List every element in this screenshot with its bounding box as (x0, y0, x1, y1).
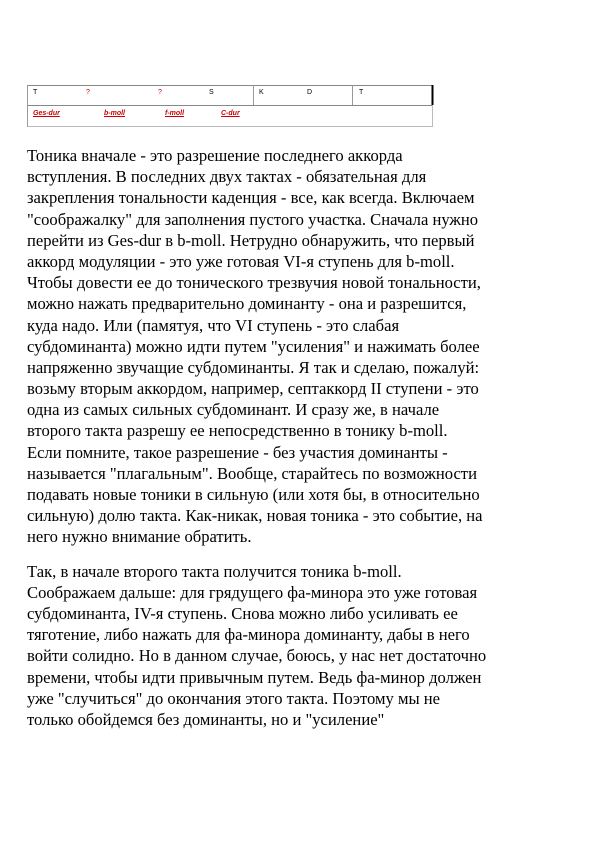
function-cadence: K (259, 89, 264, 96)
key-label: Ges-dur (33, 110, 60, 117)
text-line: можно нажать предварительно доминанту - она и разрешится, (27, 294, 467, 314)
text-line: субдоминанта, IV-я ступень. Снова можно либо усиливать ее (27, 603, 458, 623)
text-line: напряженно звучащие субдоминанты. Я так и сделаю, пожалуй: (27, 357, 480, 377)
text-line: времени, чтобы идти привычным путем. Ведь фа-минор должен (27, 667, 482, 687)
text-line: одна из самых сильных субдоминант. И сразу же, в начале (27, 400, 440, 420)
paragraph (27, 561, 572, 731)
text-line: тяготение, либо нажать для фа-минора доминанту, дабы в него (27, 625, 470, 645)
text-line: только обойдемся без доминанты, но и "усиление" (27, 709, 385, 729)
paragraph-gap (27, 548, 572, 561)
text-line: куда надо. Или (памятуя, что VI ступень - это слабая (27, 315, 400, 335)
text-line: второго такта разрешу ее непосредственно в тонику b-moll. (27, 421, 448, 441)
function-tonic: T (359, 89, 364, 96)
text-line: войти солидно. Но в данном случае, боюсь, у нас нет достаточно (27, 646, 487, 666)
function-dominant: D (307, 89, 313, 96)
key-label: b-moll (104, 110, 125, 117)
text-line: возьму вторым аккордом, например, септаккорд II ступени - это (27, 379, 479, 399)
text-line: него нужно внимание обратить. (27, 527, 252, 547)
text-line: аккорд модуляции - это уже готовая VI-я ступень для b-moll. (27, 251, 455, 271)
text-line: закрепления тональности каденция - все, как всегда. Включаем (27, 188, 475, 208)
text-line: сильную) долю такта. Как-никак, новая тоника - это событие, на (27, 506, 483, 526)
text-line: Так, в начале второго такта получится тоника b-moll. (27, 561, 402, 581)
paragraph (27, 145, 572, 548)
text-line: называется "плагальным". Вообще, старайтесь по возможности (27, 463, 477, 483)
text-line: Тоника вначале - это разрешение последнего аккорда (27, 146, 403, 165)
harmony-table (27, 85, 435, 127)
text-line: уже "случиться" до окончания этого такта. Поэтому мы не (27, 688, 441, 708)
key-label: C-dur (221, 110, 240, 117)
key-label: f-moll (165, 110, 185, 117)
text-line: вступления. В последних двух тактах - обязательная для (27, 167, 427, 187)
function-tonic: T (33, 89, 38, 96)
function-unknown: ? (86, 89, 90, 96)
text-line: Соображаем дальше: для грядущего фа-минора это уже готовая (27, 582, 478, 602)
text-line: Чтобы довести ее до тонического трезвучия новой тональности, (27, 273, 481, 293)
body-text (27, 145, 572, 730)
text-line: "соображалку" для заполнения пустого участка. Сначала нужно (27, 209, 479, 229)
text-line: подавать новые тоники в сильную (или хотя бы, в относительно (27, 485, 480, 504)
text-line: Если помните, такое разрешение - без участия доминанты - (27, 442, 448, 462)
text-line: перейти из Ges-dur в b-moll. Нетрудно обнаружить, что первый (27, 230, 475, 250)
function-unknown: ? (158, 89, 162, 96)
function-subdominant: S (209, 89, 214, 96)
text-line: субдоминанта) можно идти путем "усиления" и нажимать более (27, 336, 480, 356)
